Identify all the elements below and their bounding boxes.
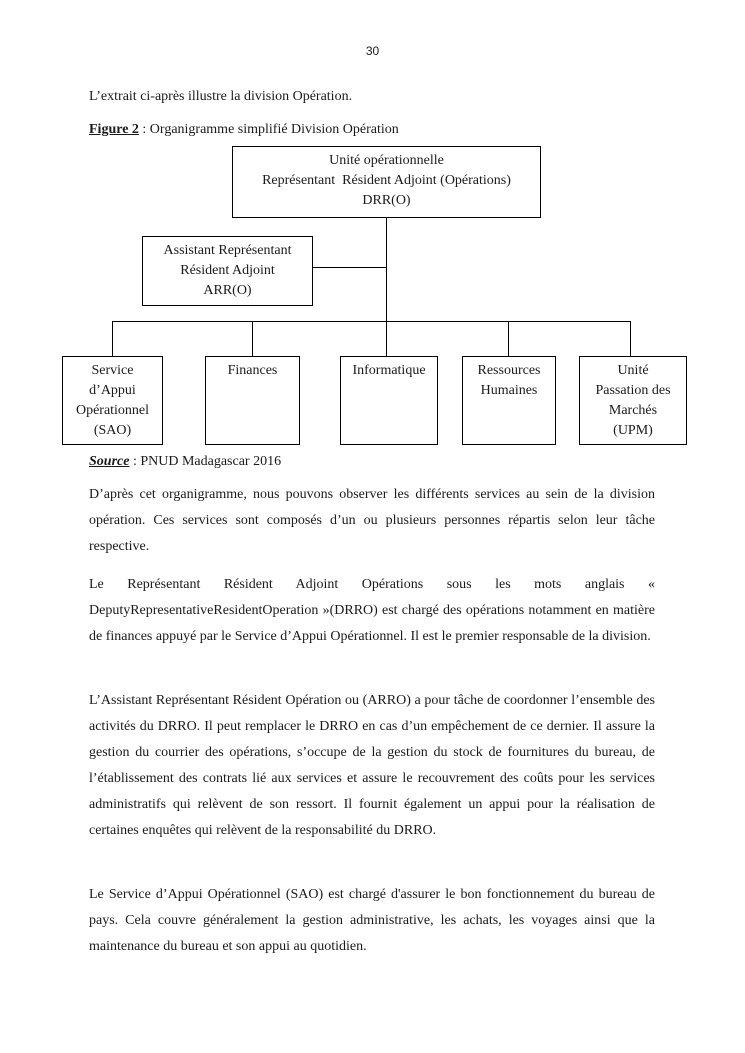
org-assistant-line2: Résident Adjoint bbox=[180, 263, 275, 278]
connector-drop-informatique bbox=[386, 321, 387, 356]
org-assistant-line3: ARR(O) bbox=[203, 283, 252, 298]
org-box-finances bbox=[205, 356, 300, 445]
source-text: PNUD Madagascar 2016 bbox=[140, 454, 282, 469]
source-line bbox=[89, 454, 281, 470]
org-box-rh bbox=[462, 356, 556, 445]
paragraph-2: Le Représentant Résident Adjoint Opérations sous les mots anglais « DeputyRepresentativeResidentOperation »(DRRO) est chargé des opérations notamment en matière de finances appuyé par le Service d’Appui Opérationnel. Il est le premier responsable de la division. bbox=[89, 577, 655, 644]
org-rh-line2: Humaines bbox=[480, 383, 538, 398]
connector-drop-finances bbox=[252, 321, 253, 356]
source-sep: : bbox=[129, 454, 141, 469]
org-box-upm bbox=[579, 356, 687, 445]
org-box-informatique bbox=[340, 356, 438, 445]
org-upm-line2: Passation des bbox=[595, 383, 671, 398]
org-sao-line4: (SAO) bbox=[93, 423, 132, 438]
source-label: Source bbox=[89, 454, 130, 469]
org-sao-line1: Service bbox=[91, 363, 134, 378]
connector-drop-sao bbox=[112, 321, 113, 356]
connector-horizontal-bus bbox=[112, 321, 631, 322]
org-sao-line3: Opérationnel bbox=[75, 403, 150, 418]
figure-label: Figure 2 bbox=[89, 122, 139, 137]
connector-assistant bbox=[313, 267, 387, 268]
paragraph-4: Le Service d’Appui Opérationnel (SAO) est chargé d'assurer le bon fonctionnement du bureau de pays. Cela couvre généralement la gestion administrative, les achats, les voyages ainsi que la maintenance du bureau et son appui au quotidien. bbox=[89, 887, 655, 954]
connector-main-vertical bbox=[386, 218, 387, 322]
figure-caption bbox=[89, 122, 399, 138]
org-upm-line1: Unité bbox=[617, 363, 649, 378]
connector-drop-upm bbox=[630, 321, 631, 356]
intro-text: L’extrait ci-après illustre la division Opération. bbox=[89, 89, 353, 104]
org-box-sao bbox=[62, 356, 163, 445]
org-box-top bbox=[232, 146, 541, 218]
org-finances-line1: Finances bbox=[227, 363, 278, 378]
figure-caption-text: Organigramme simplifié Division Opération bbox=[149, 122, 399, 137]
org-top-line3: DRR(O) bbox=[362, 193, 411, 208]
paragraph-3: L’Assistant Représentant Résident Opération ou (ARRO) a pour tâche de coordonner l’ensemble des activités du DRRO. Il peut remplacer le DRRO en cas d’un empêchement de ce dernier. Il assure la gestion du courrier des opérations, s’occupe de la gestion du stock de fournitures du bureau, de l’établissement des contrats lié aux services et assure le recouvrement des coûts pour les services administratifs qui relèvent de son ressort. Il fournit également un appui pour la réalisation de certaines enquêtes qui relèvent de la responsabilité du DRRO. bbox=[89, 693, 655, 838]
connector-drop-rh bbox=[508, 321, 509, 356]
figure-sep: : bbox=[138, 122, 150, 137]
org-informatique-line1: Informatique bbox=[352, 363, 426, 378]
org-top-line1: Unité opérationnelle bbox=[329, 153, 444, 168]
page-number: 30 bbox=[365, 44, 380, 58]
org-sao-line2: d’Appui bbox=[89, 383, 136, 398]
org-upm-line3: Marchés bbox=[608, 403, 658, 418]
org-assistant-line1: Assistant Représentant bbox=[163, 243, 292, 258]
org-upm-line4: (UPM) bbox=[613, 423, 653, 438]
org-rh-line1: Ressources bbox=[477, 363, 541, 378]
org-box-assistant bbox=[142, 236, 313, 306]
org-top-line2: Représentant Résident Adjoint (Opérations) bbox=[262, 173, 511, 188]
paragraph-1: D’après cet organigramme, nous pouvons observer les différents services au sein de la division opération. Ces services sont composés d’un ou plusieurs personnes répartis selon leur tâche respective. bbox=[89, 487, 655, 554]
